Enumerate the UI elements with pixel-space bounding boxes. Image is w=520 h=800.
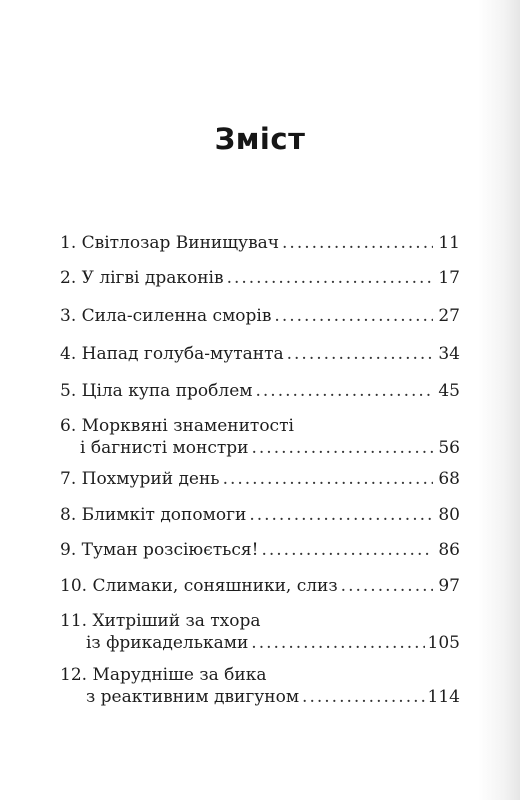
toc-entry-title: 6. Морквяні знаменитості xyxy=(60,416,294,436)
toc-entry-title: 10. Слимаки, соняшники, слиз xyxy=(60,576,338,596)
toc-entry-title: 9. Туман розсіюється! xyxy=(60,540,259,560)
toc-entry-10 xyxy=(60,575,460,597)
toc-entry-4 xyxy=(60,343,460,365)
dot-leader xyxy=(223,468,433,490)
toc-entry-page: 11 xyxy=(438,233,460,253)
toc-entry-title: 1. Світлозар Винищувач xyxy=(60,233,280,253)
toc-entry-title: 5. Ціла купа проблем xyxy=(60,381,253,401)
toc-entry-7 xyxy=(60,468,460,490)
toc-entry-6 xyxy=(60,415,460,459)
toc-entry-title: 4. Напад голуба-мутанта xyxy=(60,344,284,364)
toc-entry-title: 8. Блимкіт допомоги xyxy=(60,505,247,525)
page-title: Зміст xyxy=(214,122,306,156)
toc-entry-page: 86 xyxy=(438,540,460,560)
toc-entry-title: 2. У лігві драконів xyxy=(60,268,224,288)
toc-entry-page: 68 xyxy=(438,469,460,489)
toc-entry-page: 45 xyxy=(438,381,460,401)
toc-entry-12 xyxy=(60,664,460,708)
toc-entry-page: 105 xyxy=(427,633,460,653)
toc-entry-page: 97 xyxy=(438,576,460,596)
dot-leader xyxy=(251,632,424,654)
toc-entry-8 xyxy=(60,504,460,526)
toc-entry-1 xyxy=(60,232,460,254)
toc-entry-page: 34 xyxy=(438,344,460,364)
dot-leader xyxy=(261,539,433,561)
toc-entry-title-continued: і багнисті монстри xyxy=(80,438,249,458)
dot-leader xyxy=(256,380,434,402)
toc-entry-page: 114 xyxy=(427,687,460,707)
toc-entry-title-continued: із фрикадельками xyxy=(86,633,249,653)
dot-leader xyxy=(251,437,433,459)
toc-entry-2 xyxy=(60,267,460,289)
toc-entry-3 xyxy=(60,305,460,327)
toc-entry-title: 12. Марудніше за бика xyxy=(60,665,267,685)
dot-leader xyxy=(302,686,425,708)
toc-entry-page: 17 xyxy=(438,268,460,288)
dot-leader xyxy=(282,232,433,254)
toc-entry-page: 56 xyxy=(438,438,460,458)
dot-leader xyxy=(287,343,433,365)
toc-entry-page: 27 xyxy=(438,306,460,326)
toc-entry-11 xyxy=(60,610,460,654)
toc-entry-page: 80 xyxy=(438,505,460,525)
toc-entry-title-continued: з реактивним двигуном xyxy=(86,687,300,707)
dot-leader xyxy=(274,305,433,327)
dot-leader xyxy=(227,267,433,289)
toc-entry-title: 11. Хитріший за тхора xyxy=(60,611,261,631)
dot-leader xyxy=(249,504,433,526)
dot-leader xyxy=(341,575,433,597)
toc-entry-5 xyxy=(60,380,460,402)
toc-entry-9 xyxy=(60,539,460,561)
toc-entry-title: 7. Похмурий день xyxy=(60,469,220,489)
toc-entry-title: 3. Сила-силенна сморів xyxy=(60,306,272,326)
